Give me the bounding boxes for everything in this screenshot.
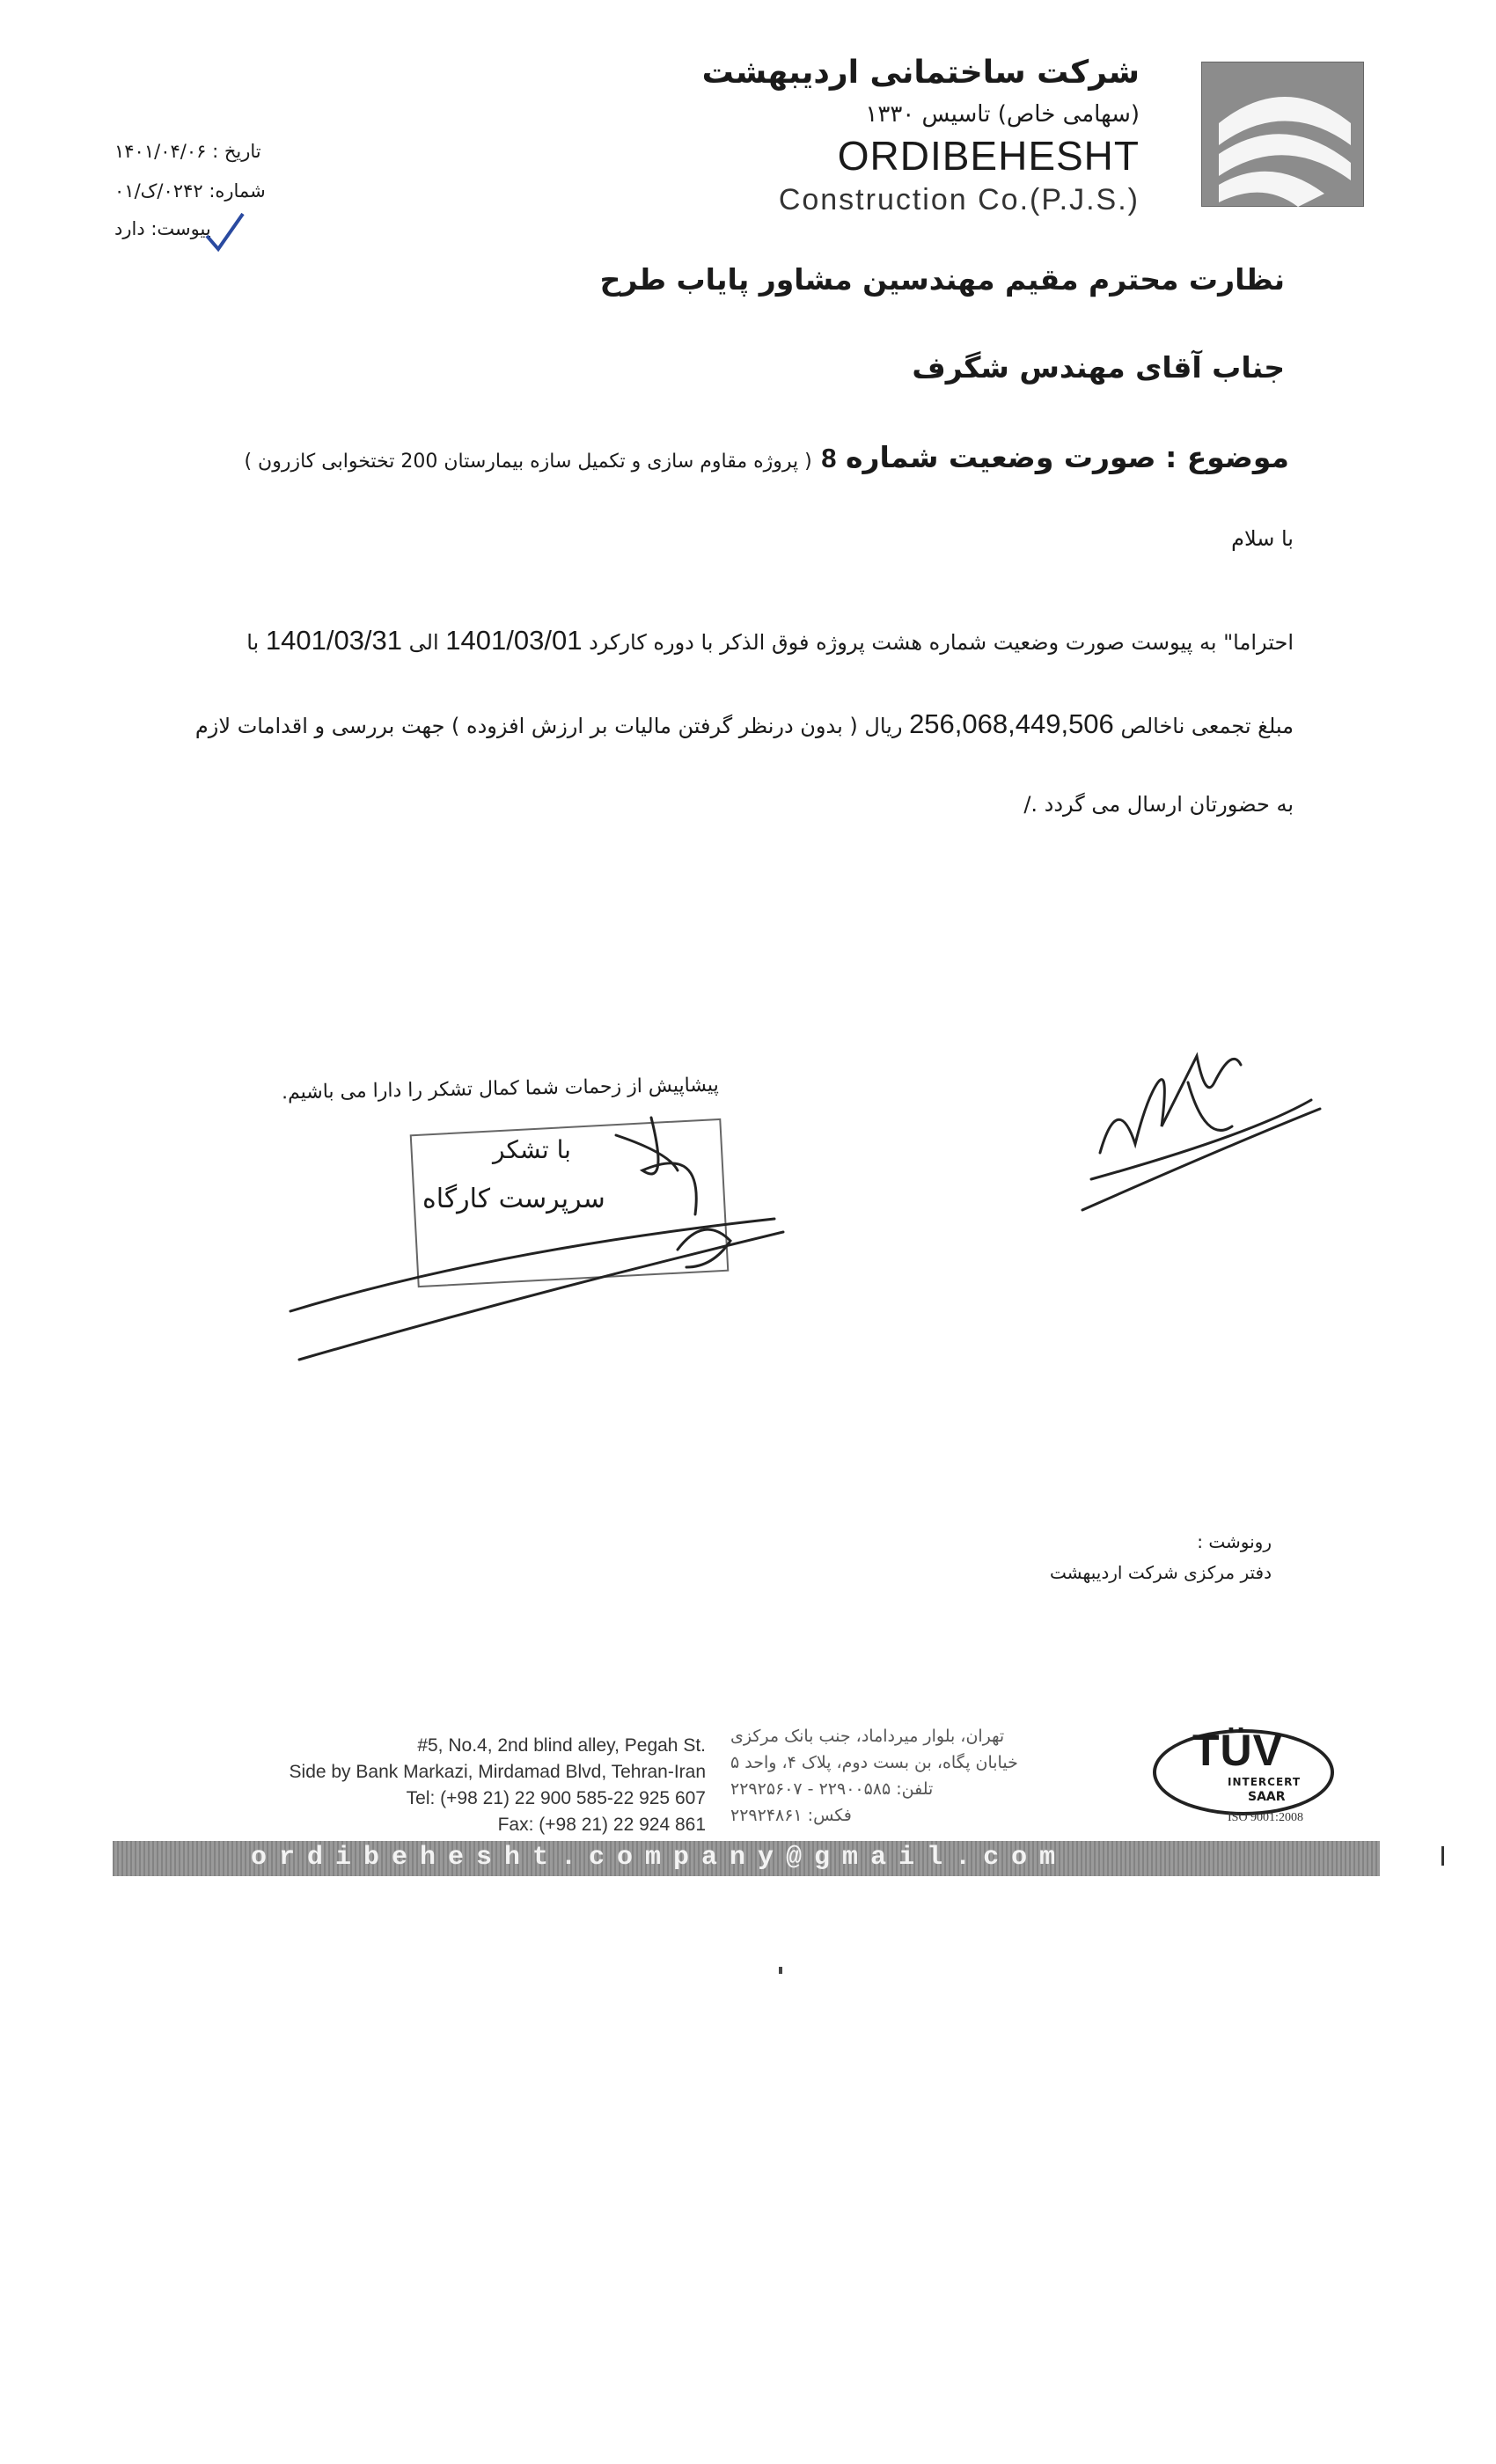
cc-label: رونوشت :	[1197, 1531, 1272, 1552]
para-2-text-b: ریال ( بدون درنظر گرفتن مالیات بر ارزش افزوده ) جهت بررسی و اقدامات لازم	[194, 714, 903, 738]
thanks-note: پیشاپیش از زحمات شما کمال تشکر را دارا می باشیم.	[281, 1074, 719, 1104]
letter-date: تاریخ : ۱۴۰۱/۰۴/۰۶	[114, 141, 261, 162]
company-name-en: ORDIBEHESHT	[837, 133, 1140, 179]
subject-text: صورت وضعیت شماره	[845, 440, 1156, 474]
stamp-text-title: سرپرست کارگاه	[422, 1184, 605, 1214]
footer-email: ordibehesht.company@gmail.com	[251, 1843, 1068, 1873]
footer-tel-en: Tel: (+98 21) 22 900 585-22 925 607	[406, 1788, 706, 1808]
letter-number: شماره: ۰۲۴۲/ک/۰۱	[114, 180, 266, 202]
addressee-line-2: جناب آقای مهندس شگرف	[912, 350, 1285, 385]
footer-address-en-2: Side by Bank Markazi, Mirdamad Blvd, Tehran-Iran	[289, 1762, 706, 1782]
paragraph-line-3: به حضورتان ارسال می گردد ./	[1023, 792, 1294, 817]
subject-label: موضوع :	[1165, 440, 1289, 474]
period-from: 1401/03/01	[445, 625, 583, 656]
iso-certificate: ISO 9001:2008	[1228, 1811, 1303, 1824]
para-1-mid: الی	[408, 630, 439, 655]
company-name-fa: شرکت ساختمانی اردیبهشت	[701, 55, 1140, 91]
footer-fax-en: Fax: (+98 21) 22 924 861	[497, 1815, 706, 1835]
scan-edge-mark	[1441, 1846, 1444, 1866]
para-2-text: مبلغ تجمعی ناخالص	[1120, 714, 1294, 738]
footer-address-en-1: #5, No.4, 2nd blind alley, Pegah St.	[417, 1735, 706, 1756]
tuv-saar-text: SAAR	[1248, 1790, 1286, 1804]
footer-fax-fa: فکس: ۲۲۹۲۴۸۶۱	[730, 1806, 852, 1825]
para-1-end: با	[246, 630, 260, 655]
scan-speck	[779, 1967, 782, 1974]
para-1-text: احتراما" به پیوست صورت وضعیت شماره هشت پروژه فوق الذکر با دوره کارکرد	[589, 630, 1294, 655]
stamp-text-thanks: با تشکر	[493, 1135, 571, 1164]
subject-number: 8	[821, 443, 837, 473]
tuv-logo-text: TÜV	[1192, 1726, 1283, 1775]
company-subtitle-fa: (سهامی خاص) تاسیس ۱۳۳۰	[865, 101, 1140, 128]
gross-amount: 256,068,449,506	[909, 708, 1114, 739]
letter-attachment: پیوست: دارد	[114, 218, 211, 239]
footer-address-fa-2: خیابان پگاه، بن بست دوم، پلاک ۴، واحد ۵	[730, 1753, 1018, 1772]
tuv-intercert-text: INTERCERT	[1228, 1776, 1302, 1788]
addressee-line-1: نظارت محترم مقیم مهندسین مشاور پایاب طرح	[599, 262, 1285, 297]
cc-recipient: دفتر مرکزی شرکت اردیبهشت	[1050, 1562, 1272, 1583]
footer-tel-fa: تلفن: ۲۲۹۰۰۵۸۵ - ۲۲۹۲۵۶۰۷	[730, 1779, 934, 1799]
company-subtitle-en: Construction Co.(P.J.S.)	[778, 183, 1140, 216]
greeting: با سلام	[1231, 526, 1294, 551]
period-to: 1401/03/31	[265, 625, 403, 656]
subject-detail: ( پروژه مقاوم سازی و تکمیل سازه بیمارستان 200 تختخوابی کازرون )	[244, 451, 812, 473]
footer-address-fa-1: تهران، بلوار میرداماد، جنب بانک مرکزی	[730, 1727, 1005, 1746]
